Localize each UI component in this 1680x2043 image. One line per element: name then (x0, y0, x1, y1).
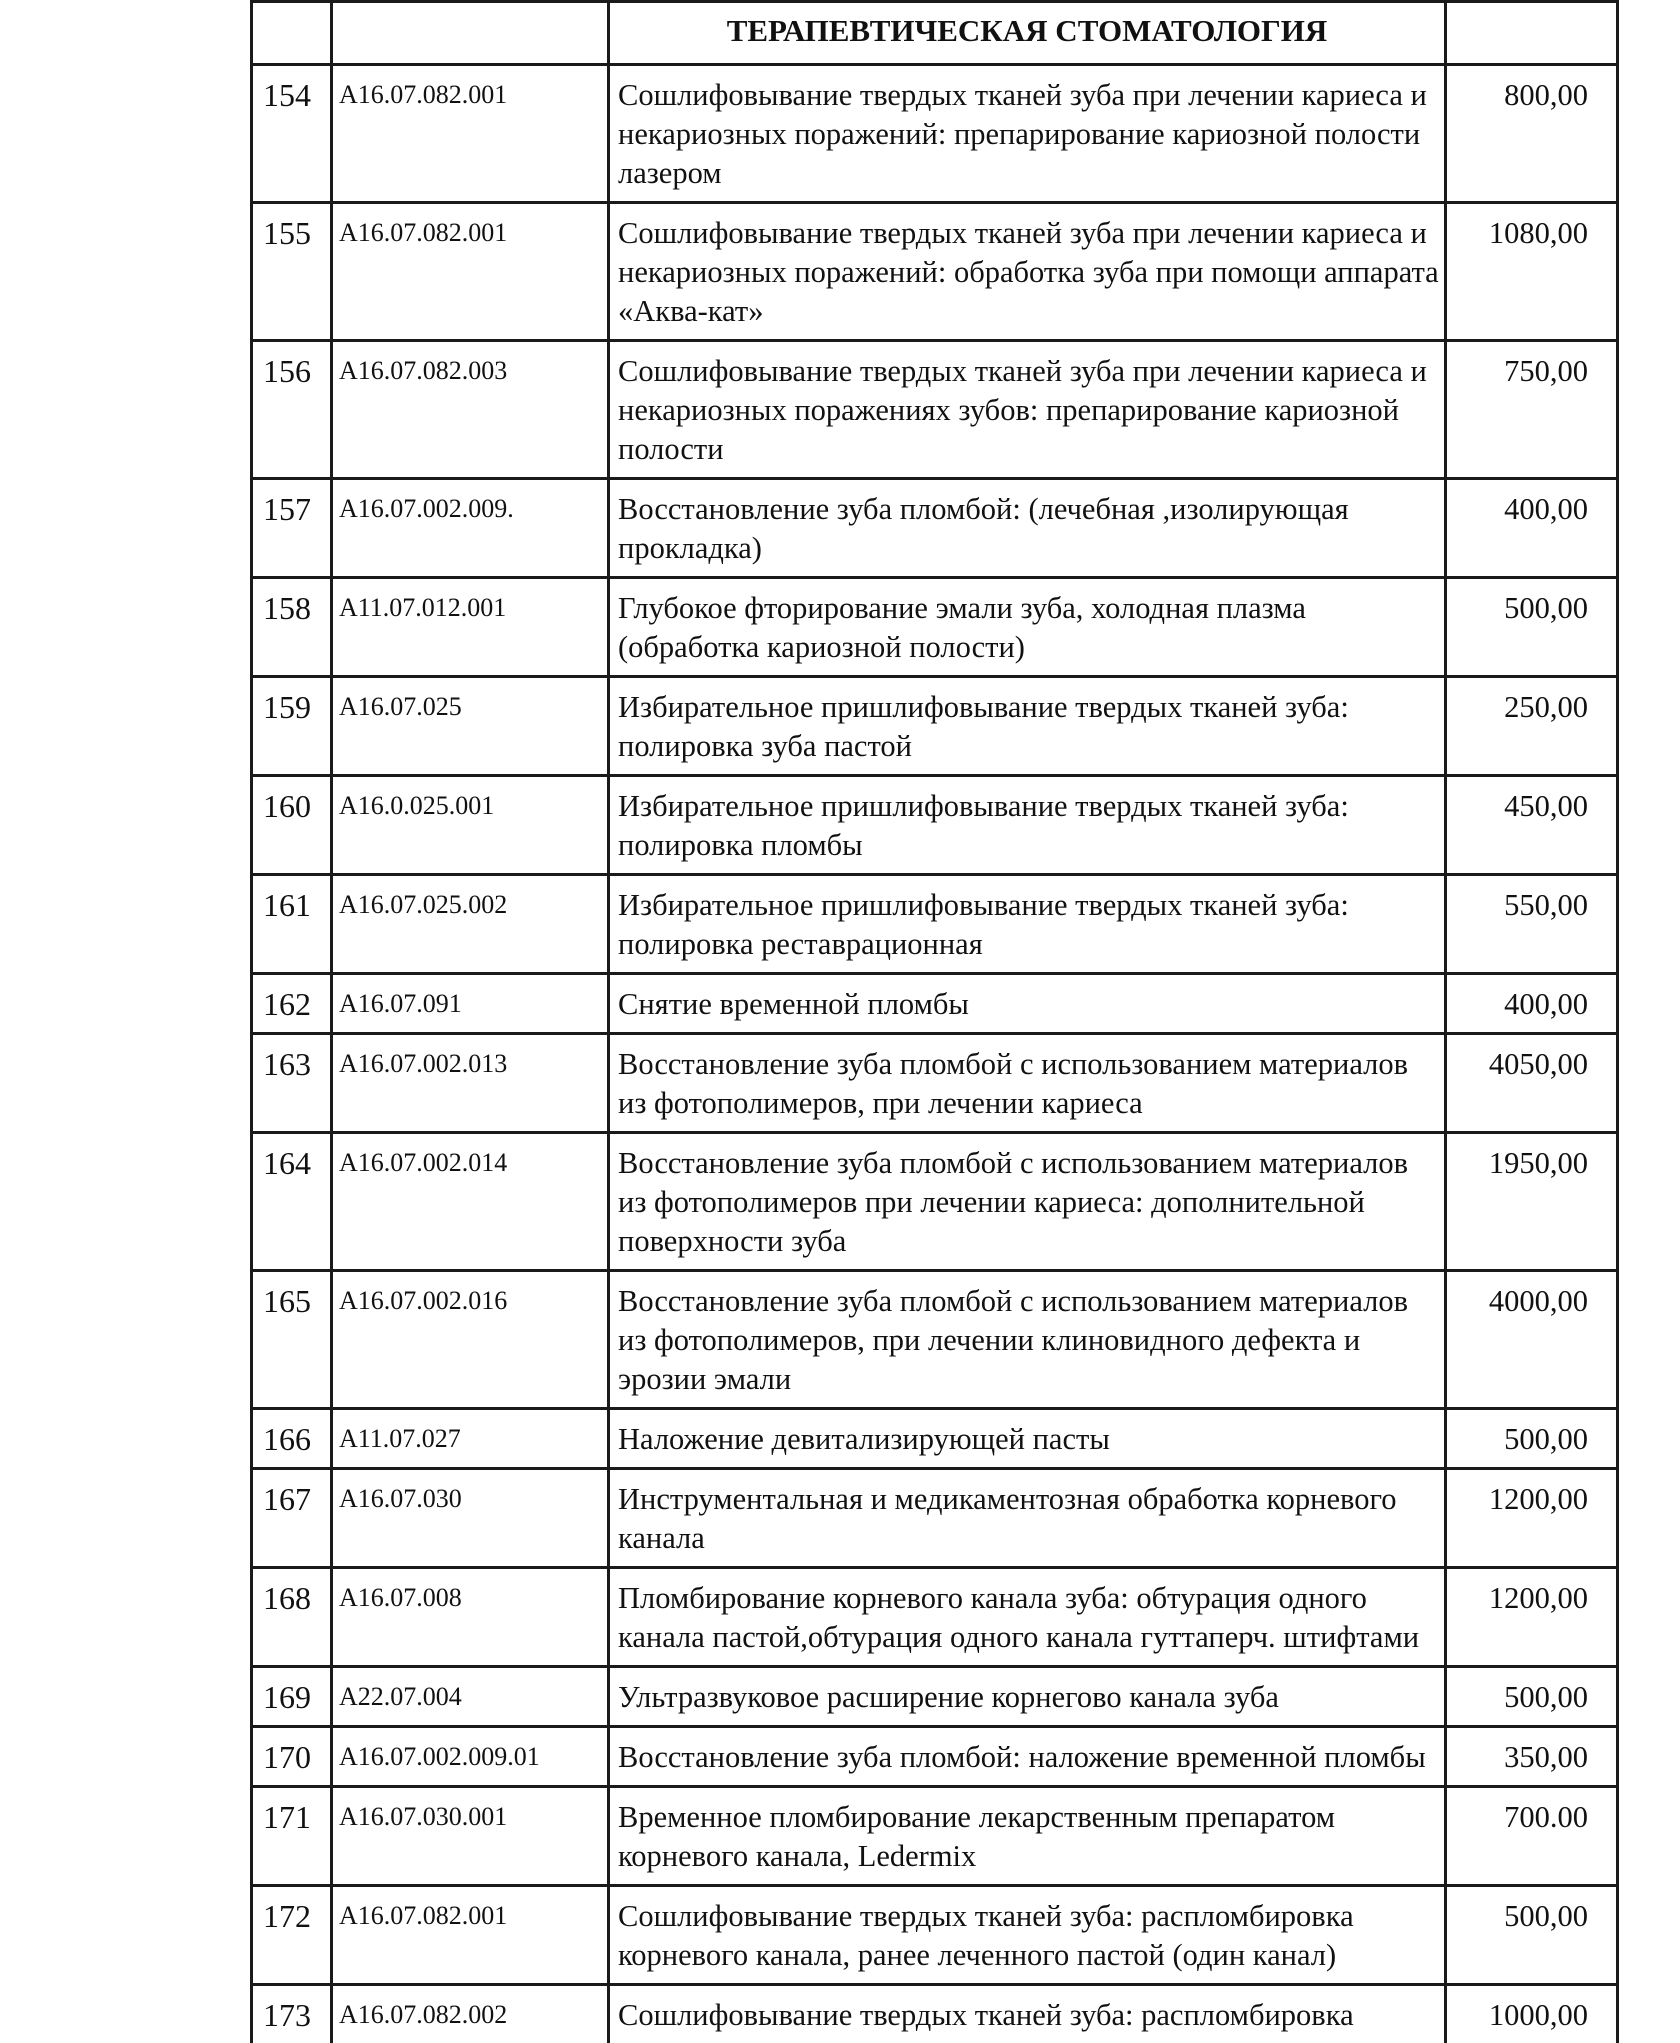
services-table-body (252, 2, 1618, 2043)
service-code: А16.07.025 (332, 677, 609, 776)
table-row (252, 1787, 1618, 1886)
section-header-row (252, 2, 1618, 65)
row-number: 157 (252, 479, 332, 578)
table-row (252, 65, 1618, 203)
service-name: Временное пломбирование лекарственным препаратом корневого канала, Ledermix (609, 1787, 1446, 1886)
service-code: А16.0.025.001 (332, 776, 609, 875)
table-row (252, 1568, 1618, 1667)
row-number: 158 (252, 578, 332, 677)
row-number: 171 (252, 1787, 332, 1886)
table-row (252, 776, 1618, 875)
service-name: Глубокое фторирование эмали зуба, холодная плазма (обработка кариозной полости) (609, 578, 1446, 677)
service-price: 550,00 (1446, 875, 1618, 974)
service-code: А22.07.004 (332, 1667, 609, 1727)
row-number: 154 (252, 65, 332, 203)
service-code: А16.07.091 (332, 974, 609, 1034)
service-name: Сошлифовывание твердых тканей зуба при лечении кариеса и некариозных поражений: препарирование кариозной полости лазером (609, 65, 1446, 203)
service-code: А11.07.012.001 (332, 578, 609, 677)
row-number: 168 (252, 1568, 332, 1667)
service-code: А16.07.008 (332, 1568, 609, 1667)
table-row (252, 1133, 1618, 1271)
table-row (252, 1727, 1618, 1787)
service-name: Избирательное пришлифовывание твердых тканей зуба: полировка пломбы (609, 776, 1446, 875)
row-number: 164 (252, 1133, 332, 1271)
service-price: 750,00 (1446, 341, 1618, 479)
service-price: 4000,00 (1446, 1271, 1618, 1409)
table-row (252, 1271, 1618, 1409)
service-code: А16.07.002.009.01 (332, 1727, 609, 1787)
row-number: 173 (252, 1985, 332, 2043)
row-number: 155 (252, 203, 332, 341)
row-number: 170 (252, 1727, 332, 1787)
row-number: 166 (252, 1409, 332, 1469)
service-code: А16.07.082.003 (332, 341, 609, 479)
table-row (252, 1409, 1618, 1469)
price-list-sheet (250, 0, 1616, 2043)
service-name: Восстановление зуба пломбой: (лечебная ,изолирующая прокладка) (609, 479, 1446, 578)
service-name: Пломбирование корневого канала зуба: обтурация одного канала пастой,обтурация одного канала гуттаперч. штифтами (609, 1568, 1446, 1667)
service-code: А16.07.082.002 (332, 1985, 609, 2043)
service-name: Инструментальная и медикаментозная обработка корневого канала (609, 1469, 1446, 1568)
service-code: А16.07.002.013 (332, 1034, 609, 1133)
table-row (252, 677, 1618, 776)
service-name: Сошлифовывание твердых тканей зуба при лечении кариеса и некариозных поражениях зубов: препарирование кариозной полости (609, 341, 1446, 479)
service-price: 1000,00 (1446, 1985, 1618, 2043)
row-number: 167 (252, 1469, 332, 1568)
service-code: А16.07.025.002 (332, 875, 609, 974)
service-price: 400,00 (1446, 974, 1618, 1034)
row-number: 161 (252, 875, 332, 974)
service-price: 700.00 (1446, 1787, 1618, 1886)
table-row (252, 1667, 1618, 1727)
row-number: 172 (252, 1886, 332, 1985)
services-table (250, 0, 1619, 2043)
service-name: Избирательное пришлифовывание твердых тканей зуба: полировка реставрационная (609, 875, 1446, 974)
service-code: А11.07.027 (332, 1409, 609, 1469)
service-code: А16.07.082.001 (332, 203, 609, 341)
header-empty-code-cell (332, 2, 609, 65)
service-price: 800,00 (1446, 65, 1618, 203)
service-name: Восстановление зуба пломбой с использованием материалов из фотополимеров при лечении кариеса: дополнительной поверхности зуба (609, 1133, 1446, 1271)
table-row (252, 875, 1618, 974)
service-name: Сошлифовывание твердых тканей зуба при лечении кариеса и некариозных поражений: обработка зуба при помощи аппарата «Аква-кат» (609, 203, 1446, 341)
table-row (252, 1469, 1618, 1568)
row-number: 160 (252, 776, 332, 875)
service-price: 1080,00 (1446, 203, 1618, 341)
table-row (252, 1886, 1618, 1985)
row-number: 162 (252, 974, 332, 1034)
service-price: 1950,00 (1446, 1133, 1618, 1271)
service-code: А16.07.030 (332, 1469, 609, 1568)
service-name: Избирательное пришлифовывание твердых тканей зуба: полировка зуба пастой (609, 677, 1446, 776)
service-price: 4050,00 (1446, 1034, 1618, 1133)
table-row (252, 1985, 1618, 2043)
service-code: А16.07.002.009. (332, 479, 609, 578)
service-price: 500,00 (1446, 1667, 1618, 1727)
service-price: 500,00 (1446, 578, 1618, 677)
service-name: Восстановление зуба пломбой с использованием материалов из фотополимеров, при лечении кариеса (609, 1034, 1446, 1133)
row-number: 165 (252, 1271, 332, 1409)
row-number: 156 (252, 341, 332, 479)
service-price: 350,00 (1446, 1727, 1618, 1787)
table-row (252, 1034, 1618, 1133)
service-price: 250,00 (1446, 677, 1618, 776)
service-price: 1200,00 (1446, 1469, 1618, 1568)
service-code: А16.07.030.001 (332, 1787, 609, 1886)
service-price: 500,00 (1446, 1409, 1618, 1469)
row-number: 163 (252, 1034, 332, 1133)
table-row (252, 974, 1618, 1034)
service-name: Снятие временной пломбы (609, 974, 1446, 1034)
service-name: Восстановление зуба пломбой: наложение временной пломбы (609, 1727, 1446, 1787)
service-code: А16.07.002.016 (332, 1271, 609, 1409)
header-empty-num-cell (252, 2, 332, 65)
service-code: А16.07.002.014 (332, 1133, 609, 1271)
service-name: Сошлифовывание твердых тканей зуба: распломбировка (609, 1985, 1446, 2043)
section-title: ТЕРАПЕВТИЧЕСКАЯ СТОМАТОЛОГИЯ (609, 2, 1446, 65)
service-code: А16.07.082.001 (332, 65, 609, 203)
service-price: 450,00 (1446, 776, 1618, 875)
service-code: А16.07.082.001 (332, 1886, 609, 1985)
service-price: 400,00 (1446, 479, 1618, 578)
header-empty-price-cell (1446, 2, 1618, 65)
table-row (252, 578, 1618, 677)
service-name: Сошлифовывание твердых тканей зуба: распломбировка корневого канала, ранее леченного пастой (один канал) (609, 1886, 1446, 1985)
table-row (252, 203, 1618, 341)
service-name: Восстановление зуба пломбой с использованием материалов из фотополимеров, при лечении клиновидного дефекта и эрозии эмали (609, 1271, 1446, 1409)
service-name: Наложение девитализирующей пасты (609, 1409, 1446, 1469)
row-number: 169 (252, 1667, 332, 1727)
service-price: 1200,00 (1446, 1568, 1618, 1667)
table-row (252, 479, 1618, 578)
row-number: 159 (252, 677, 332, 776)
table-row (252, 341, 1618, 479)
service-name: Ультразвуковое расширение корнегово канала зуба (609, 1667, 1446, 1727)
service-price: 500,00 (1446, 1886, 1618, 1985)
